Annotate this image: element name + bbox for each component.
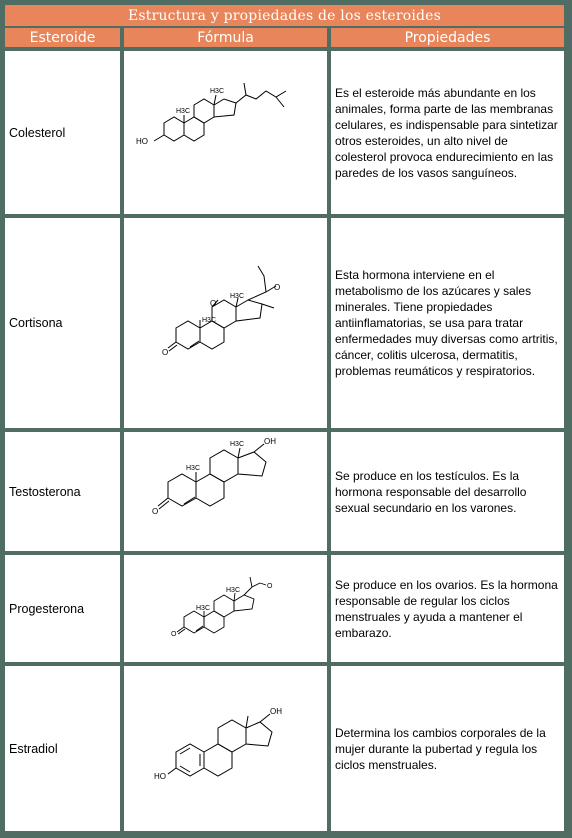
structure-testosterona [124,432,327,551]
properties-colesterol [331,51,564,214]
estradiol-molecule-icon [124,666,327,831]
properties-text: Se produce en los ovarios. Es la hormona responsable de regular los ciclos menstruales y ayuda a mantener el embarazo. [335,577,558,640]
header-steroid: Esteroide [5,28,120,47]
label-oh-17: OH [270,707,282,716]
properties-text: Se produce en los testículos. Es la hormona responsable del desarrollo sexual secundario en los varones. [335,468,527,515]
label-oh: OH [264,437,276,446]
table-row-name: Estradiol [5,666,120,831]
header-properties: Propiedades [331,28,564,47]
structure-cortisona [124,218,327,428]
label-ch3-a: H3C [196,605,211,612]
label-o-20: O [274,283,281,292]
properties-text: Esta hormona interviene en el metabolismo de los azúcares y sales minerales. Tiene propiedades antiinflamatorias, se usa para tratar enfermedades muy diversas como artritis, cáncer, colitis ulcerosa, dermatitis, problemas reumáticos y respiratorios. [335,268,558,378]
table-row-name: Progesterona [5,555,120,662]
progesterona-molecule-icon [124,555,327,662]
label-oh: HO [136,137,148,146]
properties-estradiol [331,666,564,831]
colesterol-molecule-icon [124,51,327,214]
table-title: Estructura y propiedades de los esteroides [5,5,564,26]
label-ch3-b: H3C [230,293,245,300]
label-ch3-a: H3C [186,465,201,472]
label-ch3-a: H3C [176,108,191,115]
header-formula: Fórmula [124,28,327,47]
label-o-20: O [267,583,273,590]
label-ch3-b: H3C [230,441,245,448]
label-ch3-b: H3C [210,88,225,95]
label-o-3: O [162,348,169,357]
label-oh-3: HO [154,772,166,781]
label-o: O [152,507,159,516]
properties-text: Es el esteroide más abundante en los animales, forma parte de las membranas celulares, es indispensable para sintetizar otros esteroides, un alto nivel de colesterol provoca endurecimiento en las paredes de los vasos sanguíneos. [335,85,558,180]
cortisona-molecule-icon [124,218,327,428]
properties-testosterona [331,432,564,551]
structure-progesterona [124,555,327,662]
label-o-3: O [171,631,177,638]
table-row-name: Colesterol [5,51,120,214]
label-ch3-b: H3C [226,587,241,594]
properties-text: Determina los cambios corporales de la mujer durante la pubertad y regula los ciclos menstruales. [335,725,546,772]
table-row-name: Testosterona [5,432,120,551]
properties-progesterona [331,555,564,662]
table-row-name: Cortisona [5,218,120,428]
label-o-11: O [210,299,217,308]
structure-colesterol [124,51,327,214]
structure-estradiol [124,666,327,831]
label-ch3-a: H3C [202,317,217,324]
testosterona-molecule-icon [124,432,327,551]
properties-cortisona [331,218,564,428]
